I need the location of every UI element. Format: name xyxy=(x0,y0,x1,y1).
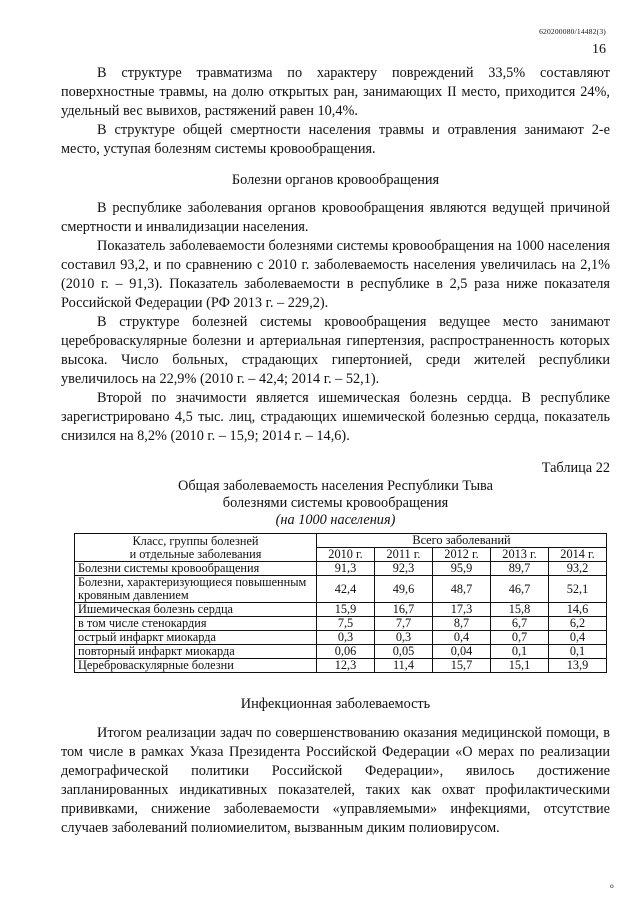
document-id: 620200080/14482(3) xyxy=(539,27,606,36)
cell-value: 16,7 xyxy=(375,603,433,617)
class-header-line2: и отдельные заболевания xyxy=(129,546,262,561)
cell-value: 7,7 xyxy=(375,617,433,631)
paragraph: Итогом реализации задач по совершенствованию оказания медицинской помощи, в том числе в рамках Указа Президента Российской Федерации «О мерах по реализации демографической политики Российской Федерации», явилось достижение запланированных индикативных показателей, таких как охват профилактическими прививками, снижение заболеваемости «управляемыми» инфекциями, отсутствие случаев заболеваний полиомиелитом, вызванным диким полиовирусом. xyxy=(61,725,610,836)
cell-value: 0,05 xyxy=(375,645,433,659)
table-row xyxy=(75,659,607,673)
paragraph: Показатель заболеваемости болезнями системы кровообращения на 1000 населения составил 93,2, и по сравнению с 2010 г. заболеваемость населения увеличилась на 2,1% (2010 г. – 91,3). Показатель заболеваемости в республике в 2,5 раза ниже показателя Российской Федерации (РФ 2013 г. – 229,2). xyxy=(61,238,610,311)
row-name: Цереброваскулярные болезни xyxy=(75,659,317,673)
cell-value: 48,7 xyxy=(433,576,491,603)
cell-value: 95,9 xyxy=(433,562,491,576)
cell-value: 92,3 xyxy=(375,562,433,576)
table-row xyxy=(75,576,607,603)
cell-value: 17,3 xyxy=(433,603,491,617)
section-heading-circulatory: Болезни органов кровообращения xyxy=(231,172,440,188)
paragraph: В структуре травматизма по характеру повреждений 33,5% составляют поверхностные травмы, на долю открытых ран, занимающих II место, приходится 24%, удельный вес вывихов, растяжений равен 10,4%. xyxy=(61,65,610,119)
cell-value: 6,2 xyxy=(549,617,607,631)
cell-value: 0,1 xyxy=(491,645,549,659)
row-name: повторный инфаркт миокарда xyxy=(75,645,317,659)
table-row xyxy=(75,562,607,576)
page-content xyxy=(61,64,610,838)
row-name: острый инфаркт миокарда xyxy=(75,631,317,645)
cell-value: 0,06 xyxy=(317,645,375,659)
cell-value: 0,3 xyxy=(317,631,375,645)
paragraph: В структуре болезней системы кровообращения ведущее место занимают цереброваскулярные болезни и артериальная гипертензия, распространенность которых высока. Число больных, страдающих гипертонией, среди жителей республики увеличилось на 22,9% (2010 г. – 42,4; 2014 г. – 52,1). xyxy=(61,314,610,387)
page-number: 16 xyxy=(592,42,606,57)
table-row xyxy=(75,645,607,659)
group-header: Всего заболеваний xyxy=(317,534,607,548)
table-title-line2: болезнями системы кровообращения xyxy=(222,495,449,511)
cell-value: 49,6 xyxy=(375,576,433,603)
cell-value: 0,1 xyxy=(549,645,607,659)
section-heading-infectious: Инфекционная заболеваемость xyxy=(240,696,431,712)
year-header: 2014 г. xyxy=(549,548,607,562)
cell-value: 15,1 xyxy=(491,659,549,673)
cell-value: 89,7 xyxy=(491,562,549,576)
class-header xyxy=(75,534,317,562)
cell-value: 12,3 xyxy=(317,659,375,673)
row-name: Болезни системы кровообращения xyxy=(75,562,317,576)
year-header: 2010 г. xyxy=(317,548,375,562)
class-header-line1: Класс, группы болезней xyxy=(132,533,259,548)
table-title xyxy=(61,478,610,529)
cell-value: 8,7 xyxy=(433,617,491,631)
cell-value: 11,4 xyxy=(375,659,433,673)
table-label: Таблица 22 xyxy=(541,460,610,476)
cell-value: 0,4 xyxy=(433,631,491,645)
year-header: 2011 г. xyxy=(375,548,433,562)
paragraph: В структуре общей смертности населения травмы и отравления занимают 2-е место, уступая болезням системы кровообращения. xyxy=(61,122,610,157)
paragraph: В республике заболевания органов кровообращения являются ведущей причиной смертности и инвалидизации населения. xyxy=(61,200,610,235)
table-row xyxy=(75,631,607,645)
cell-value: 0,4 xyxy=(549,631,607,645)
cell-value: 15,7 xyxy=(433,659,491,673)
row-name: в том числе стенокардия xyxy=(75,617,317,631)
cell-value: 0,3 xyxy=(375,631,433,645)
table-row xyxy=(75,603,607,617)
cell-value: 6,7 xyxy=(491,617,549,631)
cell-value: 91,3 xyxy=(317,562,375,576)
cell-value: 0,04 xyxy=(433,645,491,659)
row-name: Болезни, характеризующиеся повышенным кровяным давлением xyxy=(75,576,317,603)
cell-value: 7,5 xyxy=(317,617,375,631)
cell-value: 93,2 xyxy=(549,562,607,576)
row-name: Ишемическая болезнь сердца xyxy=(75,603,317,617)
paragraph: Второй по значимости является ишемическая болезнь сердца. В республике зарегистрировано 4,5 тыс. лиц, страдающих ишемической болезнью сердца, показатель снизился на 8,2% (2010 г. – 15,9; 2014 г. – 14,6). xyxy=(61,390,610,444)
cell-value: 13,9 xyxy=(549,659,607,673)
cell-value: 0,7 xyxy=(491,631,549,645)
table-title-line1: Общая заболеваемость населения Республики Тыва xyxy=(178,478,493,494)
corner-mark: ⚬ xyxy=(607,882,616,893)
year-header: 2012 г. xyxy=(433,548,491,562)
cell-value: 46,7 xyxy=(491,576,549,603)
year-header: 2013 г. xyxy=(491,548,549,562)
cell-value: 52,1 xyxy=(549,576,607,603)
cell-value: 42,4 xyxy=(317,576,375,603)
table-row xyxy=(75,617,607,631)
cell-value: 15,9 xyxy=(317,603,375,617)
morbidity-table xyxy=(74,533,607,673)
cell-value: 14,6 xyxy=(549,603,607,617)
table-units: (на 1000 населения) xyxy=(275,512,396,528)
cell-value: 15,8 xyxy=(491,603,549,617)
